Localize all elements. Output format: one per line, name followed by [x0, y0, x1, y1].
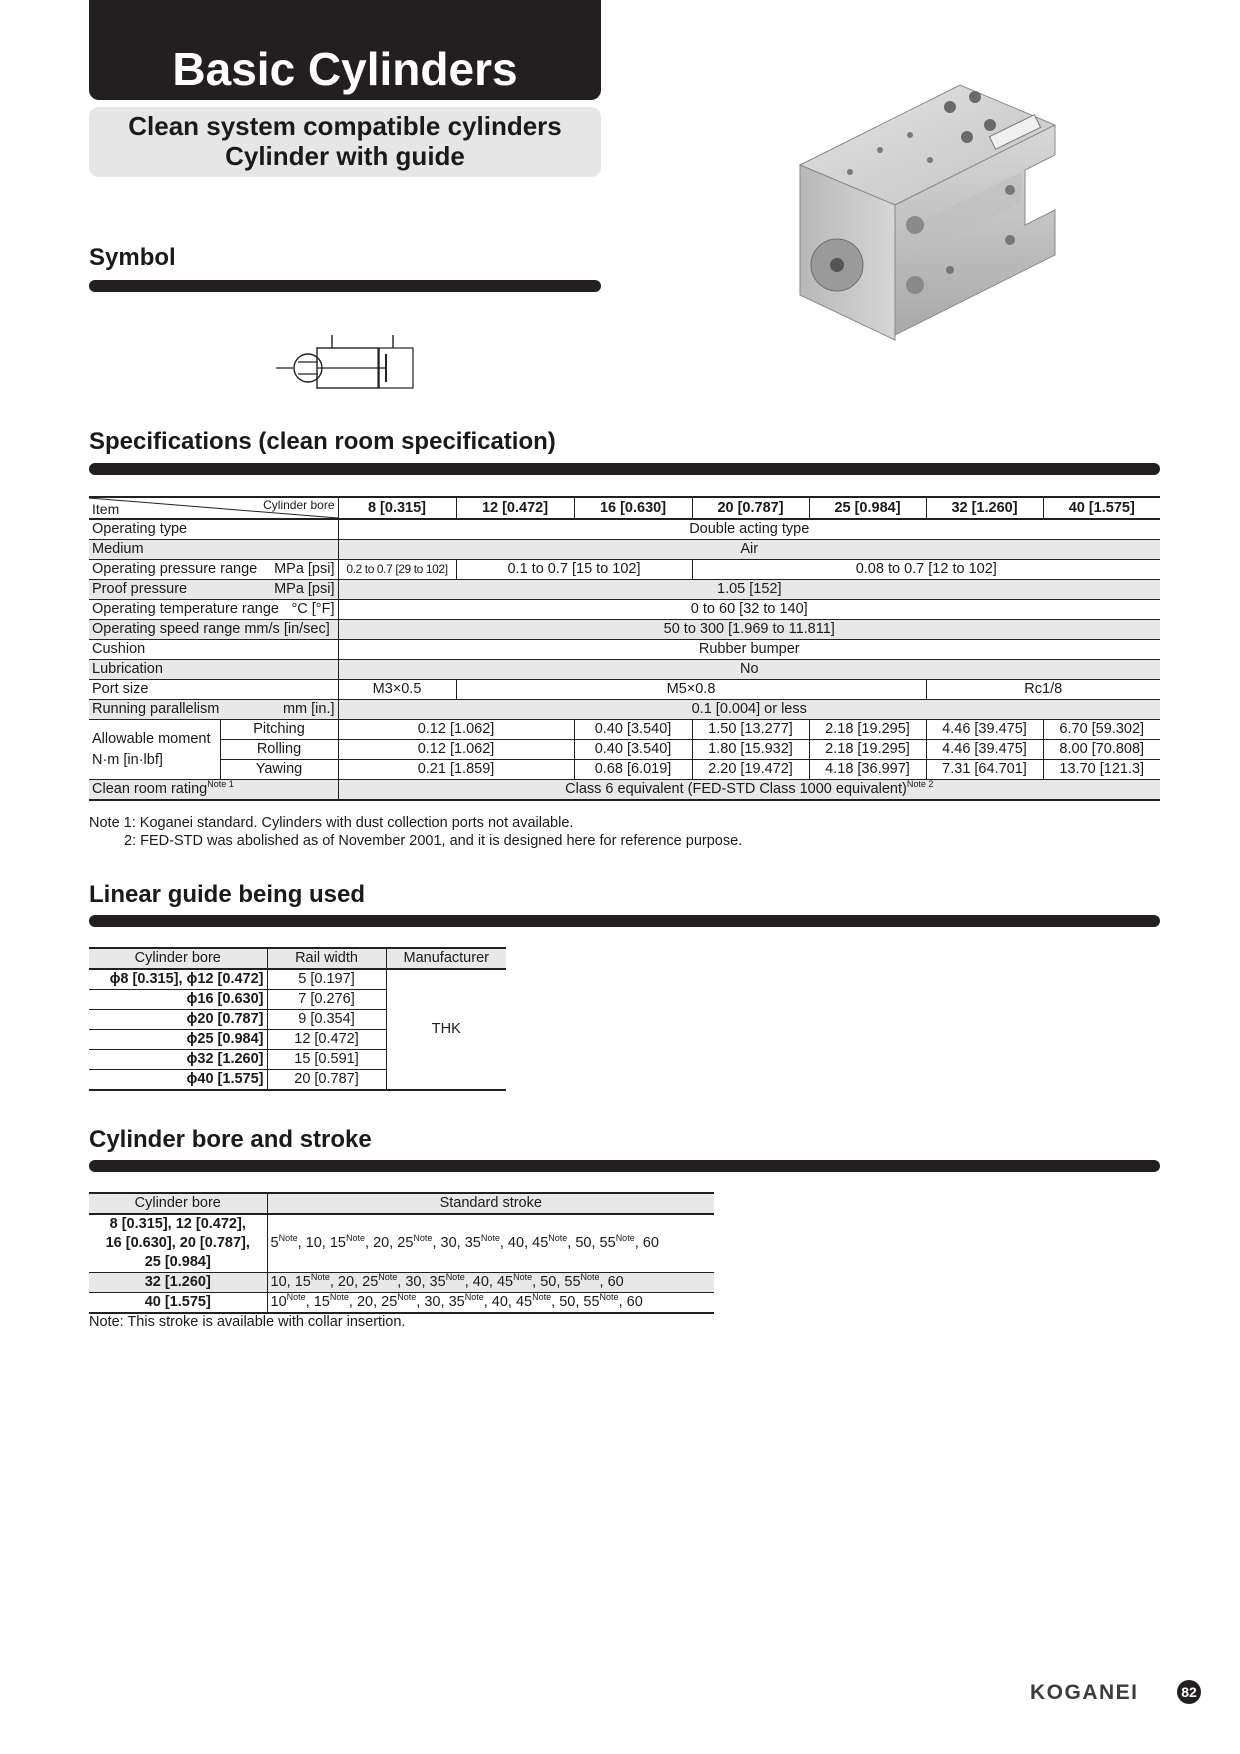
spec-row-speed — [89, 620, 1160, 640]
stroke-value: 20 — [356, 1294, 374, 1310]
stroke-value: 55 — [583, 1294, 600, 1310]
value-12-25: M5×0.8 — [456, 680, 926, 700]
stroke-value: 40 — [507, 1235, 525, 1251]
label-text: Operating temperature range — [92, 601, 279, 617]
bore-cell: ϕ16 [0.630] — [89, 990, 267, 1010]
spec-row-parallelism — [89, 700, 1160, 720]
label-text: Operating pressure range — [92, 561, 258, 577]
section-rule — [89, 915, 1160, 927]
value-16: 0.40 [3.540] — [574, 740, 692, 760]
value-25: 2.18 [19.295] — [809, 720, 926, 740]
row-label: Lubrication — [89, 660, 338, 680]
spec-row-moment-pitching — [89, 720, 1160, 740]
bore-cell: ϕ20 [0.787] — [89, 1010, 267, 1030]
bore-header: 12 [0.472] — [456, 497, 574, 519]
note-marker: Note — [397, 1292, 417, 1303]
value-20-40: 0.08 to 0.7 [12 to 102] — [692, 560, 1160, 580]
table-row — [89, 969, 506, 990]
sub-label: Yawing — [220, 760, 338, 780]
value-12-16: 0.1 to 0.7 [15 to 102] — [456, 560, 692, 580]
section-rule — [89, 1160, 1160, 1172]
moment-label-line1: Allowable moment — [92, 730, 211, 747]
bore-line: 25 [0.984] — [144, 1254, 211, 1270]
row-label: Port size — [89, 680, 338, 700]
stroke-value: 60 — [626, 1294, 643, 1310]
note-marker: Note — [580, 1272, 600, 1283]
linear-guide-heading: Linear guide being used — [89, 881, 366, 908]
bore-cell: ϕ25 [0.984] — [89, 1030, 267, 1050]
title-banner — [89, 0, 601, 100]
row-label — [89, 560, 338, 580]
row-value: 0.1 [0.004] or less — [338, 700, 1160, 720]
note-marker: Note 2 — [906, 779, 934, 790]
spec-row-temperature — [89, 600, 1160, 620]
row-value: 1.05 [152] — [338, 580, 1160, 600]
bore-cell: ϕ8 [0.315], ϕ12 [0.472] — [89, 969, 267, 990]
stroke-value: 45 — [532, 1235, 549, 1251]
bore-line: 8 [0.315], 12 [0.472], — [109, 1216, 246, 1232]
stroke-value: 30 — [405, 1274, 422, 1290]
note-marker: Note — [278, 1233, 298, 1244]
item-bore-header-cell — [89, 497, 338, 519]
note-marker: Note — [286, 1292, 306, 1303]
stroke-value: 55 — [599, 1235, 616, 1251]
note-marker: Note — [346, 1233, 366, 1244]
stroke-header-row — [89, 1193, 714, 1214]
guide-header-row — [89, 948, 506, 969]
value-16: 0.68 [6.019] — [574, 760, 692, 780]
stroke-value: 10 — [270, 1274, 287, 1290]
stroke-value: 20 — [337, 1274, 355, 1290]
spec-row-clean-room — [89, 780, 1160, 801]
bore-header: 8 [0.315] — [338, 497, 456, 519]
col-header: Manufacturer — [386, 948, 506, 969]
note-marker: Note — [413, 1233, 433, 1244]
stroke-value: 10 — [305, 1235, 322, 1251]
stroke-value: 50 — [540, 1274, 557, 1290]
note-marker: Note — [615, 1233, 635, 1244]
value-32: 4.46 [39.475] — [926, 740, 1043, 760]
label-text: Running parallelism — [92, 701, 220, 717]
bore-cell: ϕ40 [1.575] — [89, 1070, 267, 1091]
bore-cell — [89, 1214, 267, 1273]
moment-label — [89, 720, 220, 780]
stroke-cell: 10, $15^{Note}$, 20, $25^{Note}$, 30, $35^{Note}$, 40, $45^{Note}$, 50, $55^{Note}$, 60 — [267, 1273, 714, 1293]
stroke-cell: $5^{Note}$, 10, $15^{Note}$, 20, $25^{Note}$, 30, $35^{Note}$, 40, $45^{Note}$, 50, $55^{Note}$, 60 — [267, 1214, 714, 1273]
stroke-note: Note: This stroke is available with collar insertion. — [89, 1314, 406, 1330]
value-8-12: 0.12 [1.062] — [338, 720, 574, 740]
spec-row-port-size — [89, 680, 1160, 700]
note-marker: Note — [480, 1233, 500, 1244]
rail-cell: 7 [0.276] — [267, 990, 386, 1010]
spec-row-pressure-range — [89, 560, 1160, 580]
bore-header: 16 [0.630] — [574, 497, 692, 519]
bore-header: 25 [0.984] — [809, 497, 926, 519]
spec-row-cushion — [89, 640, 1160, 660]
value-32: 7.31 [64.701] — [926, 760, 1043, 780]
value-8-12: 0.21 [1.859] — [338, 760, 574, 780]
col-header: Standard stroke — [267, 1193, 714, 1214]
row-label — [89, 780, 338, 801]
brand-logo: KOGANEI — [1030, 1681, 1139, 1704]
value-25: 4.18 [36.997] — [809, 760, 926, 780]
stroke-value: 40 — [472, 1274, 489, 1290]
spec-row-moment-yawing — [89, 760, 1160, 780]
stroke-value: 35 — [464, 1235, 481, 1251]
stroke-value: 15 — [294, 1274, 311, 1290]
row-value — [338, 780, 1160, 801]
col-header: Rail width — [267, 948, 386, 969]
note-marker: Note — [310, 1272, 330, 1283]
note-marker: Note — [513, 1272, 533, 1283]
stroke-value: 5 — [270, 1235, 279, 1251]
value-8-12: 0.12 [1.062] — [338, 740, 574, 760]
col-header: Cylinder bore — [89, 948, 267, 969]
stroke-value: 50 — [559, 1294, 576, 1310]
page-title: Basic Cylinders — [172, 43, 518, 95]
value-8: 0.2 to 0.7 [29 to 102] — [338, 560, 456, 580]
label-text: Clean room rating — [92, 781, 208, 797]
stroke-value: 20 — [373, 1235, 390, 1251]
row-label: Operating speed range mm/s [in/sec] — [89, 620, 338, 640]
unit-text: MPa [psi] — [274, 581, 335, 597]
row-label — [89, 580, 338, 600]
bore-cell: 40 [1.575] — [89, 1293, 267, 1314]
stroke-value: 45 — [515, 1294, 533, 1310]
sub-label: Rolling — [220, 740, 338, 760]
symbol-heading: Symbol — [89, 244, 176, 271]
row-label: Operating type — [89, 519, 338, 540]
stroke-value: 50 — [575, 1235, 592, 1251]
row-value: Air — [338, 540, 1160, 560]
value-20: 1.80 [15.932] — [692, 740, 809, 760]
manufacturer-cell: THK — [386, 969, 506, 1090]
label-text: Proof pressure — [92, 581, 188, 597]
stroke-value: 15 — [313, 1294, 330, 1310]
section-rule — [89, 463, 1160, 475]
value-text: Class 6 equivalent (FED-STD Class 1000 equivalent) — [565, 781, 907, 797]
note-marker: Note — [329, 1292, 349, 1303]
row-value: 0 to 60 [32 to 140] — [338, 600, 1160, 620]
unit-text: °C [°F] — [291, 601, 335, 617]
stroke-value: 35 — [448, 1294, 465, 1310]
row-label: Cushion — [89, 640, 338, 660]
stroke-value: 15 — [329, 1235, 346, 1251]
value-25: 2.18 [19.295] — [809, 740, 926, 760]
stroke-value: 55 — [564, 1274, 581, 1290]
table-row — [89, 1293, 714, 1314]
note-marker: Note — [378, 1272, 398, 1283]
row-label — [89, 700, 338, 720]
stroke-value: 60 — [607, 1274, 624, 1290]
bore-header: 20 [0.787] — [692, 497, 809, 519]
bore-cell: ϕ32 [1.260] — [89, 1050, 267, 1070]
stroke-value: 45 — [496, 1274, 514, 1290]
rail-cell: 12 [0.472] — [267, 1030, 386, 1050]
note-marker: Note — [445, 1272, 465, 1283]
stroke-value: 30 — [424, 1294, 441, 1310]
subtitle-line-1: Clean system compatible cylinders — [128, 111, 562, 141]
spec-note-2: 2: FED-STD was abolished as of November 2001, and it is designed here for reference purpose. — [124, 833, 743, 849]
stroke-value: 10 — [270, 1294, 287, 1310]
stroke-value: 25 — [362, 1274, 379, 1290]
moment-label-line2: N·m [in·lbf] — [92, 751, 163, 768]
rail-cell: 15 [0.591] — [267, 1050, 386, 1070]
item-label: Item — [92, 501, 120, 517]
table-row — [89, 1273, 714, 1293]
bore-header: 40 [1.575] — [1043, 497, 1160, 519]
specs-heading: Specifications (clean room specification) — [89, 428, 556, 455]
specifications-table — [89, 496, 1160, 801]
value-40: 6.70 [59.302] — [1043, 720, 1160, 740]
row-value: No — [338, 660, 1160, 680]
row-label — [89, 600, 338, 620]
stroke-value: 30 — [440, 1235, 457, 1251]
section-rule — [89, 280, 601, 292]
value-20: 2.20 [19.472] — [692, 760, 809, 780]
bore-stroke-heading: Cylinder bore and stroke — [89, 1126, 372, 1153]
spec-row-lubrication — [89, 660, 1160, 680]
unit-text: MPa [psi] — [274, 561, 335, 577]
cylinder-product-image — [790, 80, 1070, 380]
spec-row-moment-rolling — [89, 740, 1160, 760]
rail-cell: 9 [0.354] — [267, 1010, 386, 1030]
page-number: 82 — [1177, 1680, 1201, 1704]
bore-stroke-table — [89, 1192, 714, 1314]
bore-header: 32 [1.260] — [926, 497, 1043, 519]
cylinder-symbol-icon — [270, 330, 420, 392]
note-marker: Note — [599, 1292, 619, 1303]
linear-guide-table — [89, 947, 506, 1091]
stroke-value: 25 — [381, 1294, 398, 1310]
row-value: Rubber bumper — [338, 640, 1160, 660]
table-row — [89, 1214, 714, 1273]
spec-row-operating-type — [89, 519, 1160, 540]
bore-cell: 32 [1.260] — [89, 1273, 267, 1293]
value-40: 13.70 [121.3] — [1043, 760, 1160, 780]
spec-note-1: Note 1: Koganei standard. Cylinders with dust collection ports not available. — [89, 815, 574, 831]
row-value: Double acting type — [338, 519, 1160, 540]
spec-row-proof-pressure — [89, 580, 1160, 600]
stroke-value: 40 — [491, 1294, 508, 1310]
col-header: Cylinder bore — [89, 1193, 267, 1214]
spec-header-row — [89, 497, 1160, 519]
subtitle-banner — [89, 107, 601, 177]
value-32: 4.46 [39.475] — [926, 720, 1043, 740]
bore-label: Cylinder bore — [263, 498, 335, 512]
spec-row-medium — [89, 540, 1160, 560]
note-marker: Note — [464, 1292, 484, 1303]
stroke-cell: $10^{Note}$, $15^{Note}$, 20, $25^{Note}$, 30, $35^{Note}$, 40, $45^{Note}$, 50, $55^{Note}$, 60 — [267, 1293, 714, 1314]
value-32-40: Rc1/8 — [926, 680, 1160, 700]
subtitle-line-2: Cylinder with guide — [225, 141, 465, 171]
rail-cell: 20 [0.787] — [267, 1070, 386, 1091]
stroke-value: 60 — [642, 1235, 659, 1251]
value-16: 0.40 [3.540] — [574, 720, 692, 740]
row-label: Medium — [89, 540, 338, 560]
stroke-value: 25 — [397, 1235, 414, 1251]
bore-line: 16 [0.630], 20 [0.787], — [105, 1235, 250, 1251]
note-marker: Note — [548, 1233, 568, 1244]
sub-label: Pitching — [220, 720, 338, 740]
value-8: M3×0.5 — [338, 680, 456, 700]
row-value: 50 to 300 [1.969 to 11.811] — [338, 620, 1160, 640]
rail-cell: 5 [0.197] — [267, 969, 386, 990]
value-20: 1.50 [13.277] — [692, 720, 809, 740]
note-marker: Note — [532, 1292, 552, 1303]
unit-text: mm [in.] — [282, 701, 335, 717]
value-40: 8.00 [70.808] — [1043, 740, 1160, 760]
note-marker: Note 1 — [207, 779, 234, 790]
stroke-value: 35 — [429, 1274, 446, 1290]
